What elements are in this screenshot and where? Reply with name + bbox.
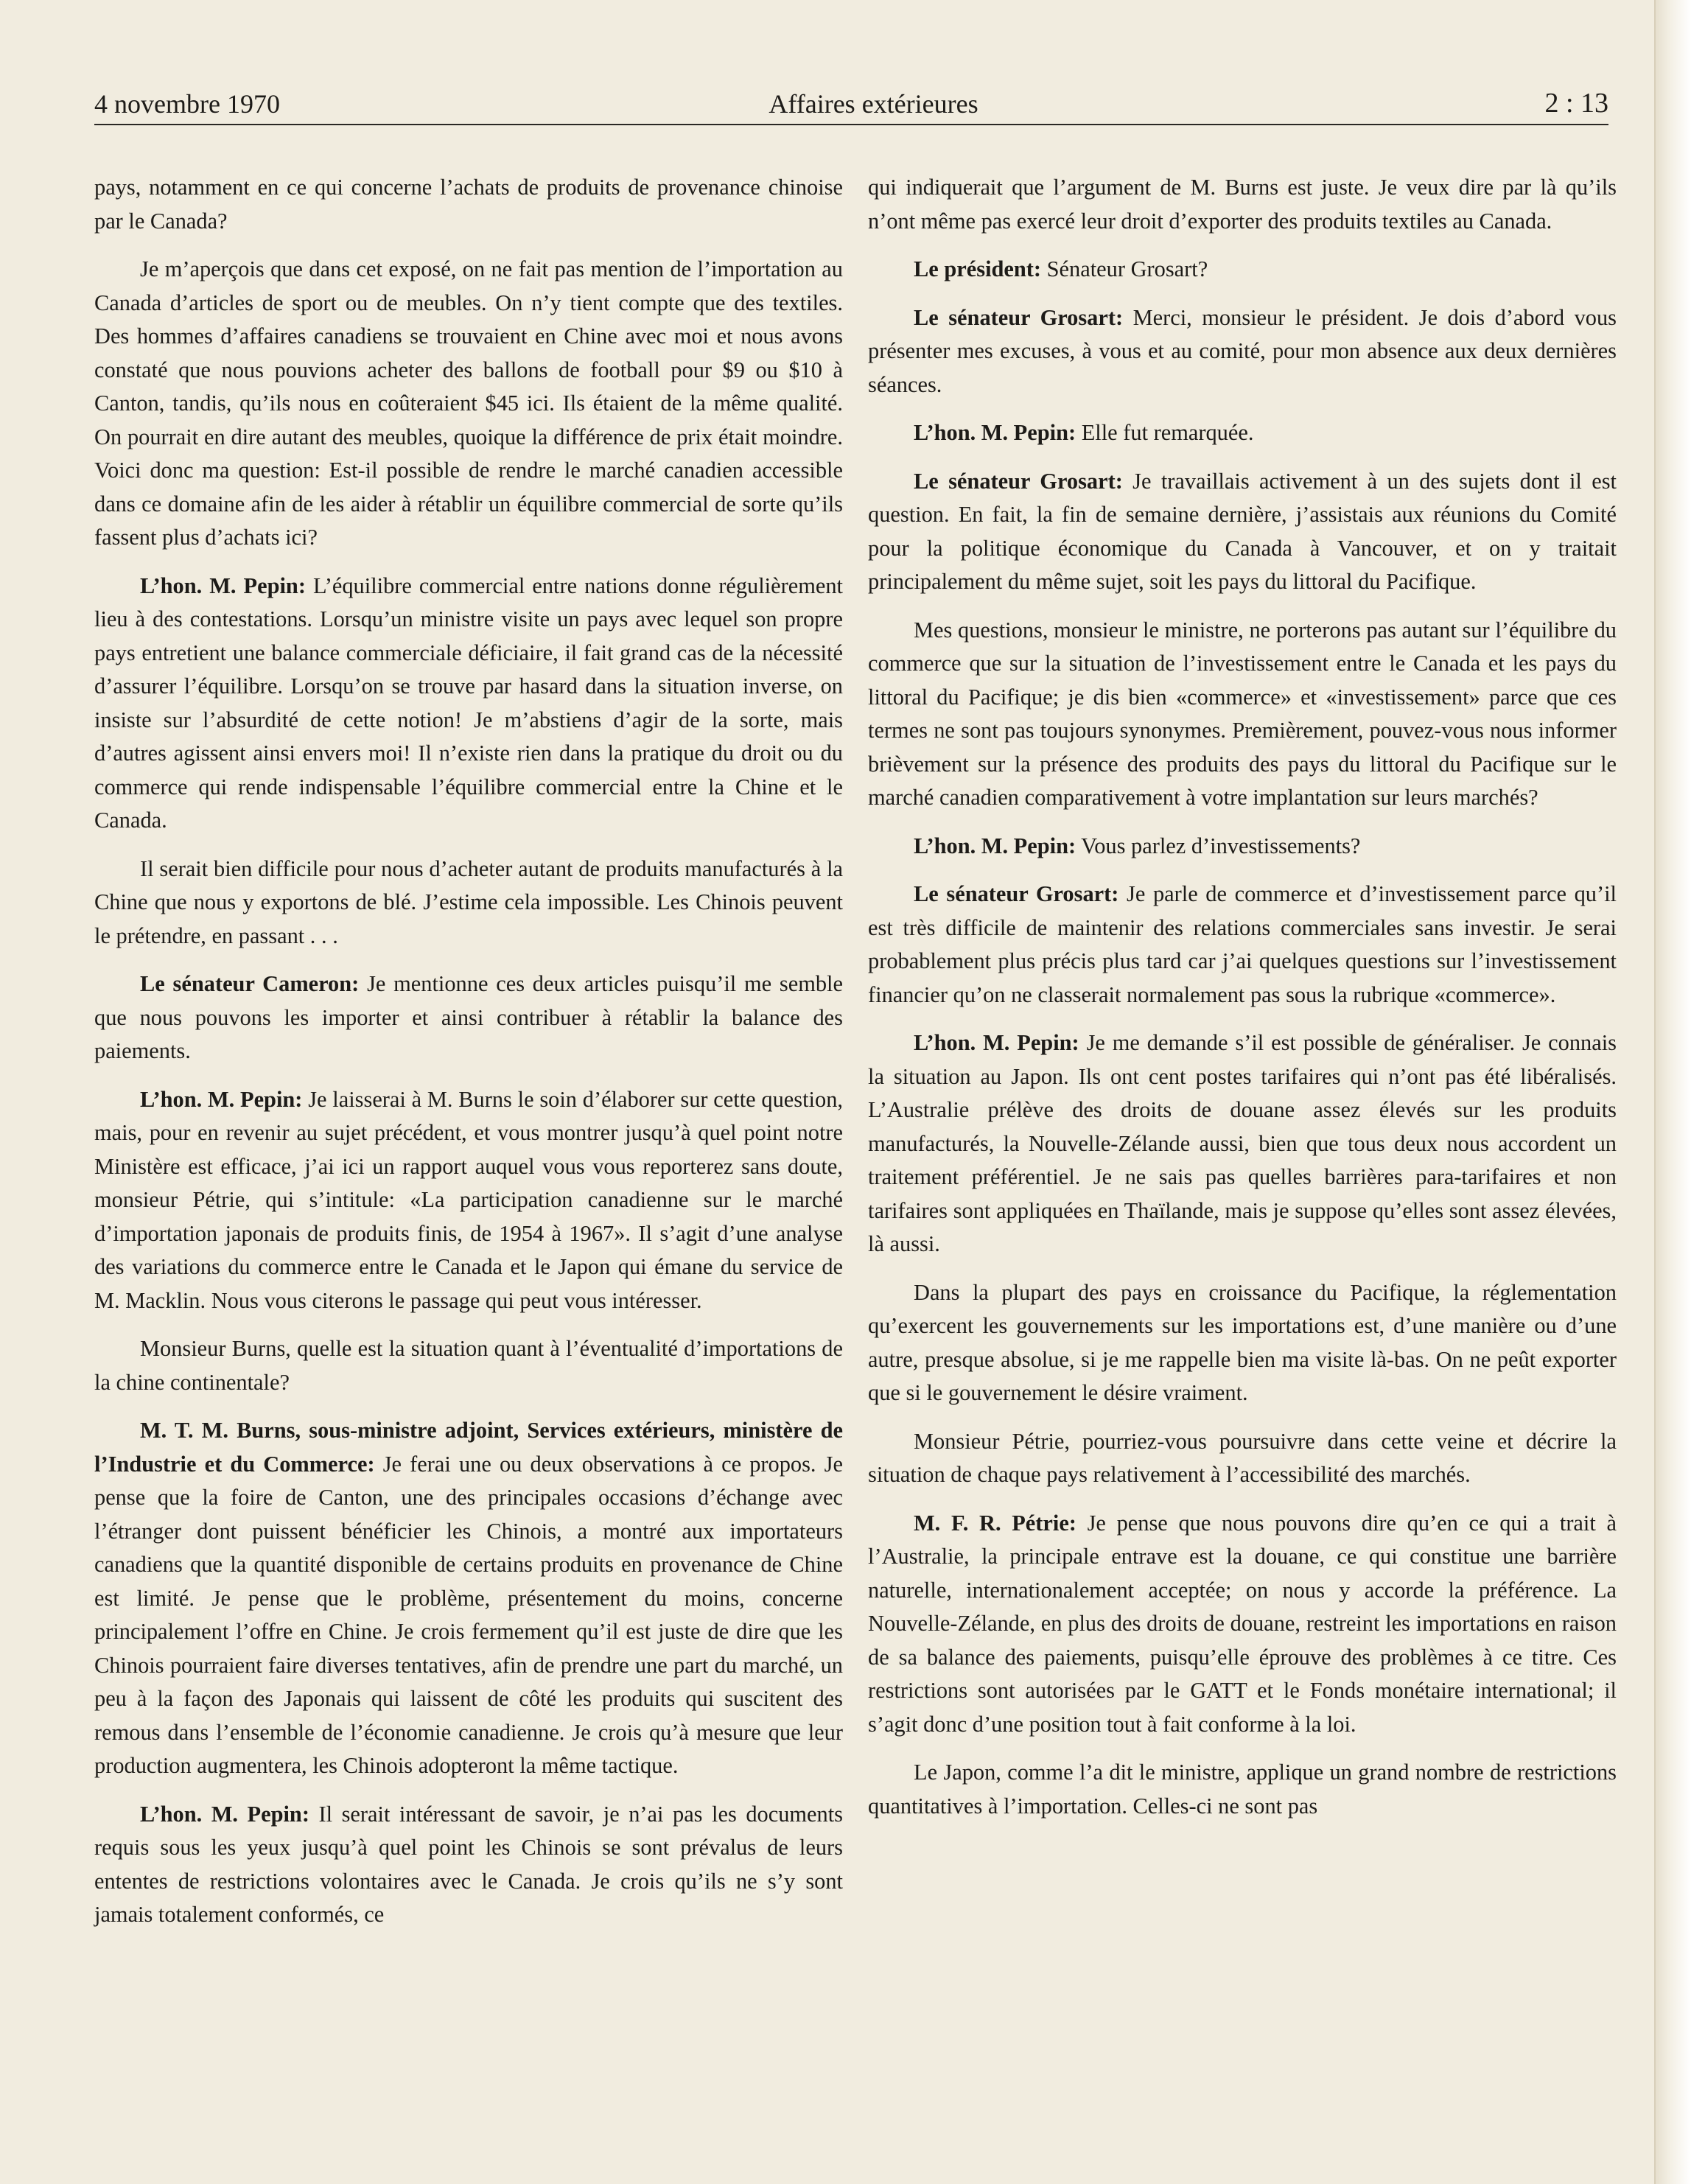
speaker-name: Le sénateur Grosart: [914, 468, 1123, 494]
paragraph: M. F. R. Pétrie: Je pense que nous pouvons dire qu’en ce qui a trait à l’Australie, la principale entrave est la douane, ce qui constitue une barrière naturelle, internationalement acceptée; on nous y accorde la préférence. La Nouvelle-Zélande, en plus des droits de douane, restreint les importations en raison de sa balance des paiements, puisqu’elle éprouve des problèmes à ce titre. Ces restrictions sont autorisées par le GATT et le Fonds monétaire international; il s’agit donc d’une position tout à fait conforme à la loi. [868, 1510, 1617, 1737]
page-number: 2 : 13 [1544, 88, 1608, 119]
paragraph: Le sénateur Grosart: Merci, monsieur le président. Je dois d’abord vous présenter mes excuses, à vous et au comité, pour mon absence aux deux dernières séances. [868, 304, 1617, 397]
speaker-name: Le sénateur Cameron: [140, 971, 360, 996]
speaker-name: M. F. R. Pétrie: [914, 1510, 1076, 1536]
left-column [94, 171, 843, 1947]
paragraph: Dans la plupart des pays en croissance du Pacifique, la réglementation qu’exercent les gouvernements sur les importations est, d’une manière ou d’une autre, presque absolue, si je me rappelle bien ma visite là-bas. On ne peût exporter que si le gouvernement le désire vraiment. [868, 1279, 1617, 1405]
paragraph: Mes questions, monsieur le ministre, ne porterons pas autant sur l’équilibre du commerce que sur la situation de l’investissement entre le Canada et les pays du littoral du Pacifique; je dis bien «commerce» et «investissement» parce que ces termes ne sont pas toujours synonymes. Premièrement, pouvez-vous nous informer brièvement sur la présence des produits des pays du littoral du Pacifique sur le marché canadien comparativement à votre implantation sur leurs marchés? [868, 617, 1617, 810]
paragraph: qui indiquerait que l’argument de M. Burns est juste. Je veux dire par là qu’ils n’ont même pas exercé leur droit d’exporter des produits textiles au Canada. [868, 175, 1617, 234]
speaker-name: L’hon. M. Pepin: [914, 420, 1076, 445]
speaker-name: L’hon. M. Pepin: [914, 1030, 1079, 1055]
paragraph: L’hon. M. Pepin: Vous parlez d’investissements? [914, 833, 1361, 858]
paragraph: Le sénateur Grosart: Je travaillais activement à un des sujets dont il est question. En fait, la fin de semaine dernière, j’assistais aux réunions du Comité pour la politique économique du Canada à Vancouver, et on y traitait principalement du même sujet, soit les pays du littoral du Pacifique. [868, 468, 1617, 594]
paragraph: Le sénateur Grosart: Je parle de commerce et d’investissement parce qu’il est très difficile de maintenir des relations commerciales sans investir. Je serai probablement plus précis plus tard car j’ai quelques questions sur l’investissement financier qu’on ne classerait normalement pas sous la rubrique «commerce». [868, 881, 1617, 1007]
speaker-name: L’hon. M. Pepin: [914, 833, 1076, 858]
paragraph: Le Japon, comme l’a dit le ministre, applique un grand nombre de restrictions quantitatives à l’importation. Celles-ci ne sont pas [868, 1760, 1617, 1819]
paragraph: L’hon. M. Pepin: L’équilibre commercial entre nations donne régulièrement lieu à des contestations. Lorsqu’un ministre visite un pays avec lequel son propre pays entretient une balance commerciale déficiaire, il fait grand cas de la nécessité d’assurer l’équilibre. Lorsqu’on se trouve par hasard dans la situation inverse, on insiste sur l’absurdité de cette notion! Je m’abstiens d’agir de la sorte, mais d’autres agissent ainsi envers moi! Il n’existe rien dans la pratique du droit ou du commerce qui rende indispensable l’équilibre commercial entre la Chine et le Canada. [94, 573, 843, 833]
page-edge [1654, 0, 1691, 2184]
paragraph: Monsieur Pétrie, pourriez-vous poursuivre dans cette veine et décrire la situation de chaque pays relativement à l’accessibilité des marchés. [868, 1428, 1617, 1487]
paragraph: Il serait bien difficile pour nous d’acheter autant de produits manufacturés à la Chine que nous y exportons de blé. J’estime cela impossible. Les Chinois peuvent le prétendre, en passant . . . [94, 855, 843, 948]
paragraph: L’hon. M. Pepin: Je me demande s’il est possible de généraliser. Je connais la situation au Japon. Ils ont cent postes tarifaires qui n’ont pas été libéralisés. L’Australie prélève des droits de douane assez élevés sur les produits manufacturés, la Nouvelle-Zélande aussi, bien que tous deux nous accordent un traitement préférentiel. Je ne sais pas quelles barrières para-tarifaires et non tarifaires sont appliquées en Thaïlande, mais je suppose qu’elles sont assez élevées, là aussi. [868, 1030, 1617, 1256]
speaker-name: Le président: [914, 256, 1042, 281]
running-header [94, 80, 1608, 125]
paragraph: pays, notamment en ce qui concerne l’achats de produits de provenance chinoise par le Canada? [94, 175, 843, 234]
paragraph: L’hon. M. Pepin: Il serait intéressant de savoir, je n’ai pas les documents requis sous les yeux jusqu’à quel point les Chinois se sont prévalus de leurs ententes de restrictions volontaires avec le Canada. Je crois qu’ils ne s’y sont jamais totalement conformés, ce [94, 1801, 843, 1927]
paragraph: Le sénateur Cameron: Je mentionne ces deux articles puisqu’il me semble que nous pouvons les importer et ainsi contribuer à rétablir la balance des paiements. [94, 971, 843, 1063]
speaker-name: Le sénateur Grosart: [914, 881, 1119, 906]
paragraph: Le président: Sénateur Grosart? [914, 256, 1208, 281]
speaker-name: L’hon. M. Pepin: [140, 573, 306, 598]
header-date: 4 novembre 1970 [94, 89, 280, 119]
paragraph: L’hon. M. Pepin: Je laisserai à M. Burns le soin d’élaborer sur cette question, mais, pour en revenir au sujet précédent, et vous montrer jusqu’à quel point notre Ministère est efficace, j’ai ici un rapport auquel vous vous reporterez sans doute, monsieur Pétrie, qui s’intitule: «La participation canadienne sur le marché d’importation japonais de produits finis, de 1954 à 1967». Il s’agit d’une analyse des variations du commerce entre le Canada et le Japon qui émane du service de M. Macklin. Nous vous citerons le passage qui peut vous intéresser. [94, 1086, 843, 1313]
paragraph: Je m’aperçois que dans cet exposé, on ne fait pas mention de l’importation au Canada d’articles de sport ou de meubles. On n’y tient compte que des textiles. Des hommes d’affaires canadiens se trouvaient en Chine avec moi et nous avons constaté que nous pouvions acheter des ballons de football pour $9 ou $10 à Canton, tandis, qu’ils nous en coûteraient $45 ici. Ils étaient de la même qualité. On pourrait en dire autant des meubles, quoique la différence de prix était moindre. Voici donc ma question: Est-il possible de rendre le marché canadien accessible dans ce domaine afin de les aider à rétablir un équilibre commercial de sorte qu’ils fassent plus d’achats ici? [94, 256, 843, 550]
right-column [868, 171, 1617, 1838]
paragraph: Monsieur Burns, quelle est la situation quant à l’éventualité d’importations de la chine continentale? [94, 1336, 843, 1395]
speaker-name: M. T. M. Burns, sous-ministre adjoint, Services extérieurs, ministère de l’Industrie et du Commerce: [94, 1418, 843, 1477]
paragraph: M. T. M. Burns, sous-ministre adjoint, Services extérieurs, ministère de l’Industrie et du Commerce: Je ferai une ou deux observations à ce propos. Je pense que la foire de Canton, une des principales occasions d’échange avec l’étranger dont puissent bénéficier les Chinois, a montré aux importateurs canadiens que la quantité disponible de certains produits en provenance de Chine est limité. Je pense que le problème, présentement du moins, concerne principalement l’offre en Chine. Je crois fermement qu’il est juste de dire que les Chinois pourraient faire diverses tentatives, afin de prendre une part du marché, un peu à la façon des Japonais qui laissent de côté les produits qui suscitent des remous dans l’ensemble de l’économie canadienne. Je crois qu’à mesure que leur production augmentera, les Chinois adopteront la même tactique. [94, 1418, 843, 1778]
header-title: Affaires extérieures [769, 89, 978, 119]
paragraph: L’hon. M. Pepin: Elle fut remarquée. [914, 420, 1254, 445]
speaker-name: Le sénateur Grosart: [914, 304, 1124, 330]
header-rule [94, 124, 1608, 125]
speaker-name: L’hon. M. Pepin: [140, 1086, 303, 1112]
speaker-name: L’hon. M. Pepin: [140, 1801, 309, 1827]
